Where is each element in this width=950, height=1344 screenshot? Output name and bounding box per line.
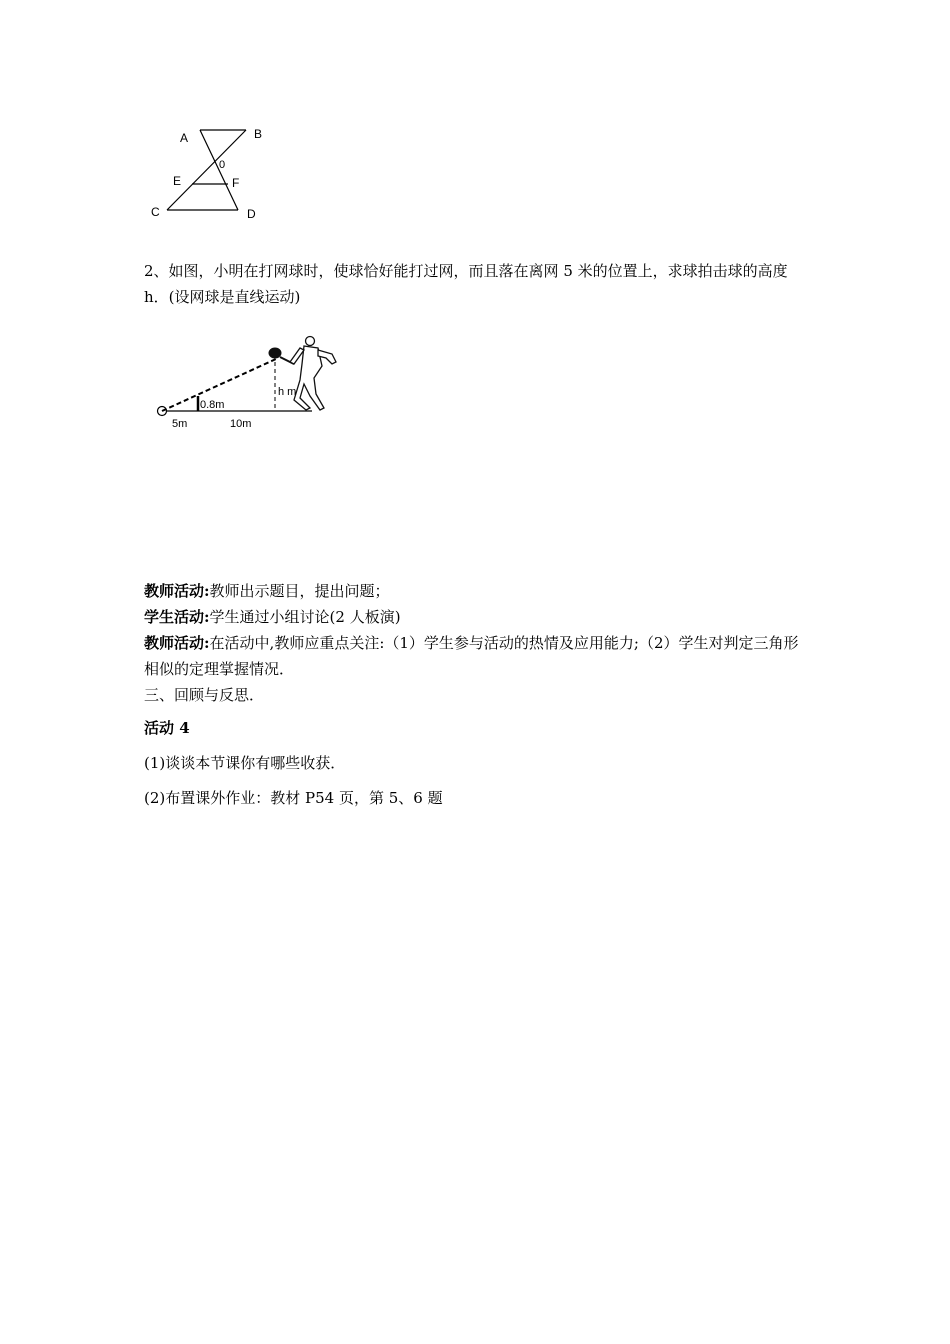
left-distance-label: 5m	[172, 418, 188, 430]
activity-teacher-2	[144, 630, 808, 682]
activity-label: 教师活动:	[144, 582, 210, 600]
activity-text: 在活动中,教师应重点关注:（1）学生参与活动的热情及应用能力;（2）学生对判定三角形相似的定理掌握情况．	[144, 634, 799, 678]
similar-triangles-figure	[146, 120, 276, 230]
label-d: D	[247, 207, 256, 221]
activity-label: 学生活动:	[144, 608, 210, 626]
label-a: A	[180, 131, 189, 145]
segment-bc	[167, 130, 246, 210]
label-f: F	[232, 176, 240, 190]
net-height-label: 0.8m	[200, 399, 225, 411]
triangles-diagram	[146, 120, 276, 230]
activity-label: 教师活动:	[144, 634, 210, 652]
tennis-diagram	[154, 332, 344, 434]
player-icon	[290, 337, 336, 411]
section-3-title: 三、回顾与反思．	[144, 686, 265, 704]
racket-icon	[269, 348, 282, 359]
activity-text: 教师出示题目，提出问题；	[209, 582, 390, 600]
label-c: C	[151, 205, 160, 219]
tennis-figure	[154, 332, 344, 434]
activity-4-item-2: (2)布置课外作业：教材 P54 页，第 5、6 题	[144, 789, 443, 807]
racket-height-label: h m	[278, 386, 297, 398]
label-e: E	[173, 174, 182, 188]
activity-4-title: 活动 4	[144, 719, 190, 737]
activity-4-item-1: (1)谈谈本节课你有哪些收获．	[144, 754, 346, 772]
activity-text: 学生通过小组讨论(2 人板演)	[209, 608, 401, 626]
activity-teacher-1	[144, 578, 808, 604]
label-o: 0	[219, 159, 226, 171]
problem-2-text: 2、如图，小明在打网球时，使球恰好能打过网，而且落在离网 5 米的位置上，求球拍击球的高度 h．(设网球是直线运动)	[144, 262, 788, 306]
label-b: B	[254, 127, 263, 141]
activity-student	[144, 604, 808, 630]
right-distance-label: 10m	[230, 418, 252, 430]
